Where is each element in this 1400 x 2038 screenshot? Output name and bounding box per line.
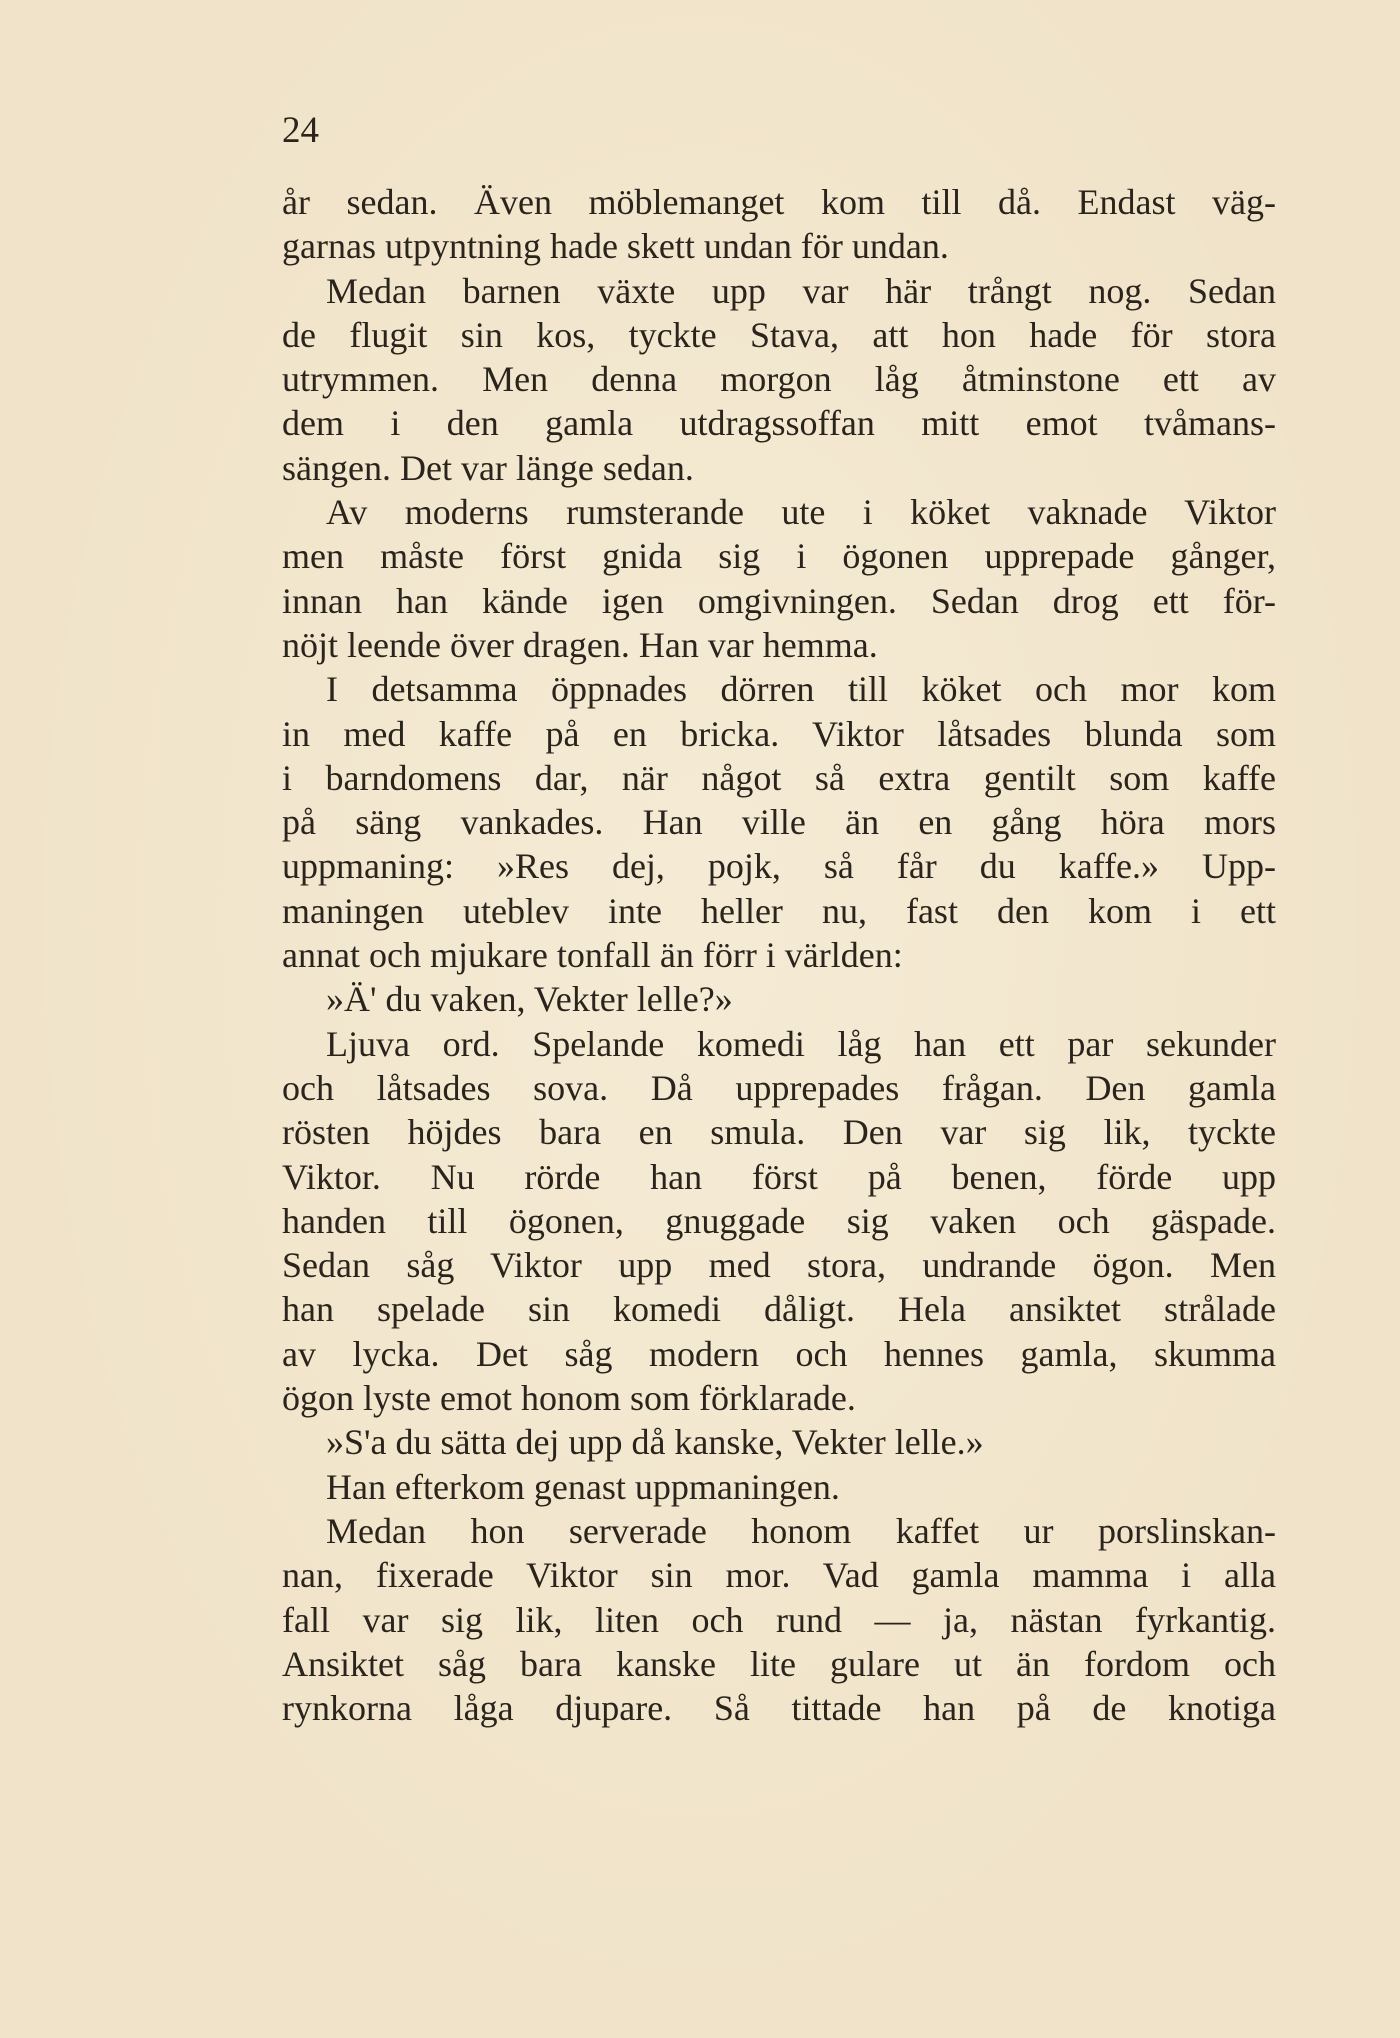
text-line: Medan hon serverade honom kaffet ur porslinskan- xyxy=(326,1510,1276,1551)
text-line: »S'a du sätta dej upp då kanske, Vekter lelle.» xyxy=(326,1422,984,1463)
text-line: år sedan. Även möblemanget kom till då. Endast väg- xyxy=(282,182,1276,222)
text-line: nöjt leende över dragen. Han var hemma. xyxy=(282,624,878,665)
text-line: av lycka. Det såg modern och hennes gamla, skumma xyxy=(282,1333,1276,1374)
text-line: Sedan såg Viktor upp med stora, undrande ögon. Men xyxy=(282,1245,1276,1286)
body-text xyxy=(282,180,1276,1730)
text-line: Ljuva ord. Spelande komedi låg han ett par sekunder xyxy=(326,1023,1276,1064)
text-line: och låtsades sova. Då upprepades frågan. Den gamla xyxy=(282,1067,1276,1108)
text-line: Viktor. Nu rörde han först på benen, förde upp xyxy=(282,1156,1276,1197)
text-line: Han efterkom genast uppmaningen. xyxy=(326,1466,840,1507)
text-line: Medan barnen växte upp var här trångt nog. Sedan xyxy=(326,270,1276,311)
text-line: han spelade sin komedi dåligt. Hela ansiktet strålade xyxy=(282,1289,1276,1330)
text-line: rynkorna låga djupare. Så tittade han på de knotiga xyxy=(282,1688,1276,1729)
text-line: de flugit sin kos, tyckte Stava, att hon hade för stora xyxy=(282,314,1276,355)
text-line: i barndomens dar, när något så extra gentilt som kaffe xyxy=(282,757,1276,798)
text-line: uppmaning: »Res dej, pojk, så får du kaffe.» Upp- xyxy=(282,846,1276,887)
text-line: men måste först gnida sig i ögonen upprepade gånger, xyxy=(282,536,1276,577)
text-line: rösten höjdes bara en smula. Den var sig lik, tyckte xyxy=(282,1112,1276,1153)
text-line: nan, fixerade Viktor sin mor. Vad gamla mamma i alla xyxy=(282,1555,1276,1596)
text-line: in med kaffe på en bricka. Viktor låtsades blunda som xyxy=(282,713,1276,754)
text-line: ögon lyste emot honom som förklarade. xyxy=(282,1378,856,1419)
text-line: sängen. Det var länge sedan. xyxy=(282,447,694,488)
text-line: innan han kände igen omgivningen. Sedan drog ett för- xyxy=(282,580,1276,621)
text-line: annat och mjukare tonfall än förr i världen: xyxy=(282,935,903,976)
text-line: på säng vankades. Han ville än en gång höra mors xyxy=(282,802,1276,843)
text-line: utrymmen. Men denna morgon låg åtminstone ett av xyxy=(282,359,1276,400)
text-line: fall var sig lik, liten och rund — ja, nästan fyrkantig. xyxy=(282,1599,1276,1640)
page-number: 24 xyxy=(282,110,319,151)
text-line: dem i den gamla utdragssoffan mitt emot tvåmans- xyxy=(282,403,1276,444)
text-line: handen till ögonen, gnuggade sig vaken och gäspade. xyxy=(282,1200,1276,1241)
text-line: Av moderns rumsterande ute i köket vaknade Viktor xyxy=(326,492,1276,533)
text-line: Ansiktet såg bara kanske lite gulare ut än fordom och xyxy=(282,1643,1276,1684)
text-line: I detsamma öppnades dörren till köket och mor kom xyxy=(326,669,1276,710)
text-line: garnas utpyntning hade skett undan för undan. xyxy=(282,226,949,267)
text-line: maningen uteblev inte heller nu, fast den kom i ett xyxy=(282,890,1276,931)
text-line: »Ä' du vaken, Vekter lelle?» xyxy=(326,979,733,1020)
